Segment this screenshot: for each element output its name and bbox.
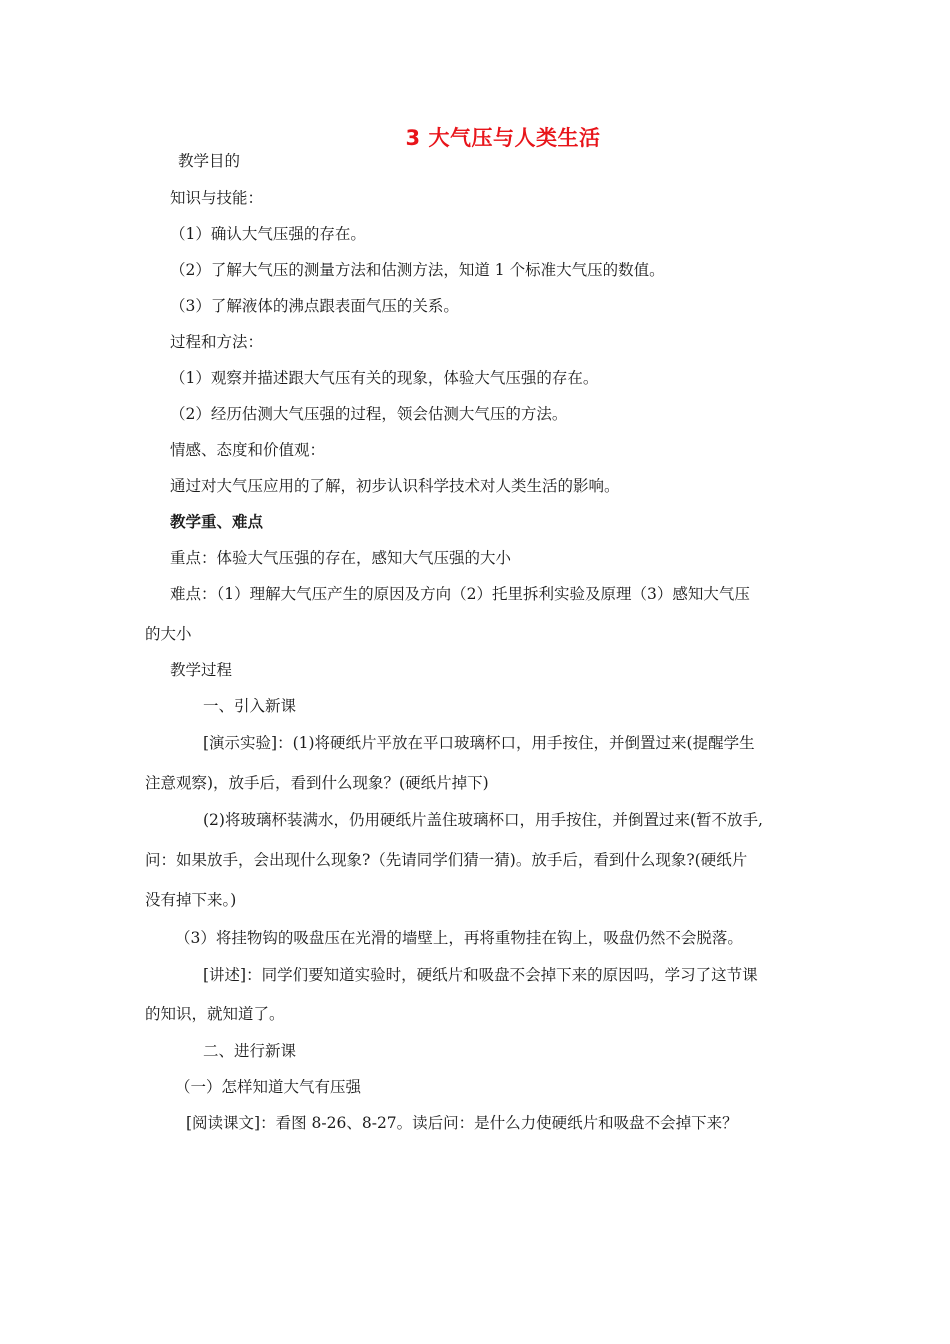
text-line: 的大小 bbox=[145, 625, 192, 643]
text-line: 问：如果放手，会出现什么现象?（先请同学们猜一猜)。放手后，看到什么现象?(硬纸片 bbox=[145, 851, 748, 869]
text-line: (2)将玻璃杯装满水，仍用硬纸片盖住玻璃杯口，用手按住，并倒置过来(暂不放手, bbox=[203, 811, 763, 829]
text-line: （2）经历估测大气压强的过程，领会估测大气压的方法。 bbox=[170, 405, 568, 423]
text-line: [阅读课文]：看图 8-26、8-27。读后问：是什么力使硬纸片和吸盘不会掉下来？ bbox=[186, 1114, 738, 1132]
text-line: （2）了解大气压的测量方法和估测方法，知道 1 个标准大气压的数值。 bbox=[170, 261, 665, 279]
text-line: （3）将挂物钩的吸盘压在光滑的墙壁上，再将重物挂在钩上，吸盘仍然不会脱落。 bbox=[175, 929, 743, 947]
text-line: 难点：（1）理解大气压产生的原因及方向（2）托里拆利实验及原理（3）感知大气压 bbox=[170, 585, 750, 603]
text-line: （一）怎样知道大气有压强 bbox=[175, 1078, 362, 1096]
text-line: 的知识，就知道了。 bbox=[145, 1005, 285, 1023]
text-line: 通过对大气压应用的了解，初步认识科学技术对人类生活的影响。 bbox=[170, 477, 620, 495]
text-line: 知识与技能： bbox=[170, 189, 264, 207]
text-line: 教学目的 bbox=[178, 152, 241, 170]
text-line: 没有掉下来。) bbox=[145, 891, 237, 909]
text-line: 情感、态度和价值观： bbox=[170, 441, 326, 459]
text-line: 教学过程 bbox=[170, 661, 233, 679]
text-line: （3）了解液体的沸点跟表面气压的关系。 bbox=[170, 297, 459, 315]
text-line: （1）确认大气压强的存在。 bbox=[170, 225, 366, 243]
text-line: [演示实验]：(1)将硬纸片平放在平口玻璃杯口，用手按住，并倒置过来(提醒学生 bbox=[203, 734, 755, 752]
text-line: 重点：体验大气压强的存在，感知大气压强的大小 bbox=[170, 549, 512, 567]
text-line: 注意观察)，放手后，看到什么现象？(硬纸片掉下) bbox=[145, 774, 489, 792]
text-line: （1）观察并描述跟大气压有关的现象，体验大气压强的存在。 bbox=[170, 369, 599, 387]
text-line: 过程和方法： bbox=[170, 333, 264, 351]
text-line: 一、引入新课 bbox=[203, 697, 297, 715]
section-heading: 教学重、难点 bbox=[170, 513, 264, 531]
text-line: [讲述]：同学们要知道实验时，硬纸片和吸盘不会掉下来的原因吗，学习了这节课 bbox=[203, 966, 758, 984]
text-line: 二、进行新课 bbox=[203, 1042, 297, 1060]
document-title: 3 大气压与人类生活 bbox=[405, 126, 601, 150]
